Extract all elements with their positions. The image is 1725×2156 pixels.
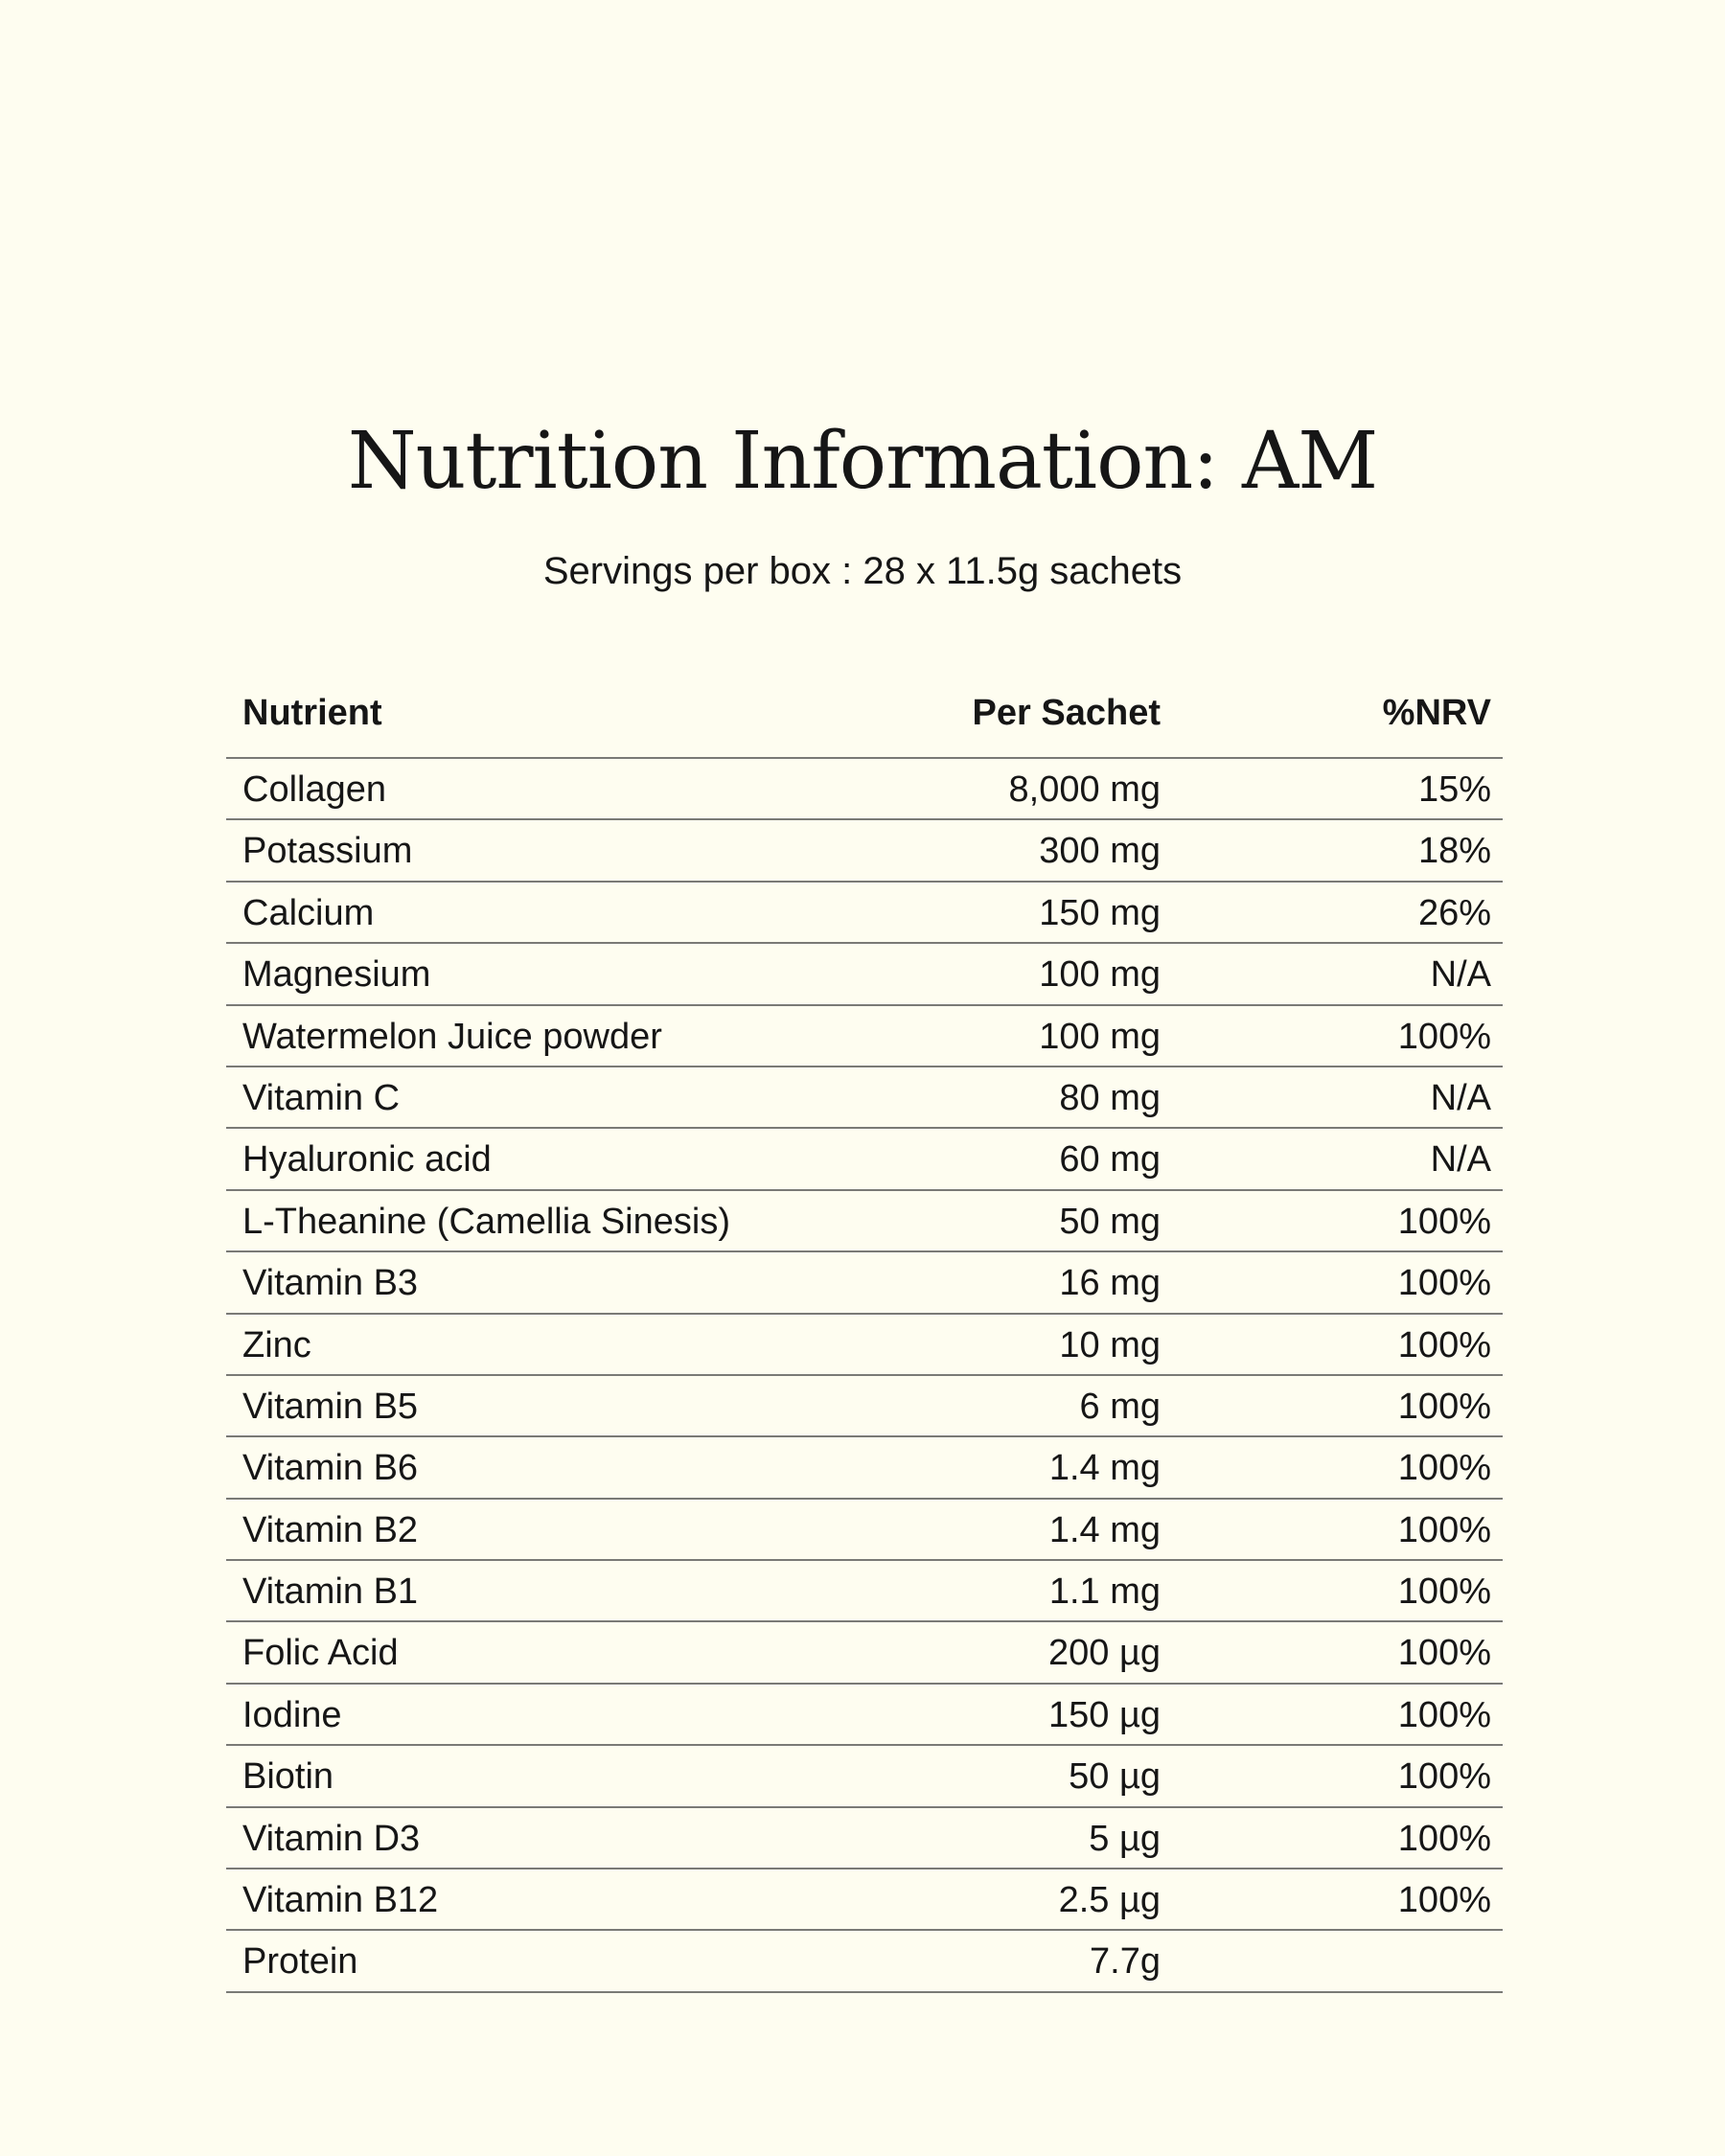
nutrient-name: Folic Acid [242,1633,399,1674]
nutrient-name: Vitamin D3 [242,1818,421,1859]
servings-subtitle: Servings per box : 28 x 11.5g sachets [542,550,1183,592]
nrv-value: N/A [1430,1077,1491,1118]
per-sachet-value: 300 mg [1039,831,1161,872]
table-row [226,1191,1503,1252]
table-row [226,759,1503,820]
per-sachet-value: 50 µg [1069,1756,1161,1798]
table-row [226,1808,1503,1869]
per-sachet-value: 50 mg [1059,1201,1161,1242]
nrv-value: 100% [1397,1386,1491,1427]
nutrient-name: Magnesium [242,954,431,996]
per-sachet-value: 80 mg [1059,1077,1161,1118]
per-sachet-value: 1.4 mg [1048,1448,1161,1489]
nrv-value: 15% [1417,769,1491,810]
table-row [226,820,1503,882]
table-row [226,1500,1503,1561]
nrv-value: 100% [1397,1818,1491,1859]
per-sachet-value: 1.1 mg [1048,1571,1161,1613]
per-sachet-value: 60 mg [1059,1139,1161,1181]
per-sachet-value: 7.7g [1090,1941,1161,1983]
nutrient-name: Calcium [242,892,375,933]
table-row [226,1746,1503,1807]
nrv-value: 100% [1397,1571,1491,1613]
header-nutrient: Nutrient [242,693,382,733]
nrv-value: 100% [1397,1509,1491,1550]
table-row [226,1931,1503,1992]
per-sachet-value: 5 µg [1089,1818,1161,1859]
nutrient-name: Potassium [242,831,413,872]
nutrient-name: Protein [242,1941,358,1983]
nutrient-name: Biotin [242,1756,334,1798]
nrv-value: N/A [1430,954,1491,996]
nrv-value: 100% [1397,1633,1491,1674]
table-header-row [226,671,1503,759]
header-nrv: %NRV [1382,693,1491,733]
nutrient-name: Vitamin B5 [242,1386,419,1427]
per-sachet-value: 8,000 mg [1008,769,1161,810]
nutrient-name: Vitamin B12 [242,1880,439,1921]
nutrient-name: Hyaluronic acid [242,1139,492,1181]
table-row [226,1622,1503,1684]
per-sachet-value: 150 mg [1039,892,1161,933]
nrv-value: 18% [1417,831,1491,872]
nrv-value: 100% [1397,1201,1491,1242]
per-sachet-value: 100 mg [1039,1016,1161,1057]
per-sachet-value: 16 mg [1059,1263,1161,1304]
per-sachet-value: 150 µg [1048,1694,1161,1735]
table-row [226,1869,1503,1931]
nutrient-name: Vitamin C [242,1077,401,1118]
nrv-value: 100% [1397,1324,1491,1365]
table-row [226,1067,1503,1129]
nrv-value: 100% [1397,1880,1491,1921]
per-sachet-value: 6 mg [1079,1386,1161,1427]
nrv-value: 100% [1397,1016,1491,1057]
per-sachet-value: 1.4 mg [1048,1509,1161,1550]
table-row [226,1252,1503,1314]
nutrient-name: Vitamin B1 [242,1571,419,1613]
table-row [226,1129,1503,1190]
nutrient-name: L-Theanine (Camellia Sinesis) [242,1201,730,1242]
page-title: Nutrition Information: AM [347,416,1378,507]
nrv-value: 100% [1397,1263,1491,1304]
nrv-value: 100% [1397,1694,1491,1735]
table-body [226,759,1503,1993]
nutrient-name: Vitamin B6 [242,1448,419,1489]
table-row [226,1315,1503,1376]
nutrient-name: Zinc [242,1324,311,1365]
nutrient-name: Vitamin B2 [242,1509,419,1550]
table-row [226,1006,1503,1067]
header-per-sachet: Per Sachet [972,693,1161,733]
nutrient-name: Vitamin B3 [242,1263,419,1304]
nutrient-name: Watermelon Juice powder [242,1016,662,1057]
per-sachet-value: 200 µg [1048,1633,1161,1674]
per-sachet-value: 10 mg [1059,1324,1161,1365]
nrv-value: 100% [1397,1756,1491,1798]
table-row [226,883,1503,944]
table-row [226,944,1503,1005]
nutrition-table [226,671,1503,1993]
nrv-value: N/A [1430,1139,1491,1181]
table-row [226,1437,1503,1499]
per-sachet-value: 2.5 µg [1058,1880,1161,1921]
table-row [226,1561,1503,1622]
nrv-value: 100% [1397,1448,1491,1489]
table-row [226,1685,1503,1746]
nutrient-name: Collagen [242,769,386,810]
nutrient-name: Iodine [242,1694,342,1735]
table-row [226,1376,1503,1437]
per-sachet-value: 100 mg [1039,954,1161,996]
nrv-value: 26% [1417,892,1491,933]
